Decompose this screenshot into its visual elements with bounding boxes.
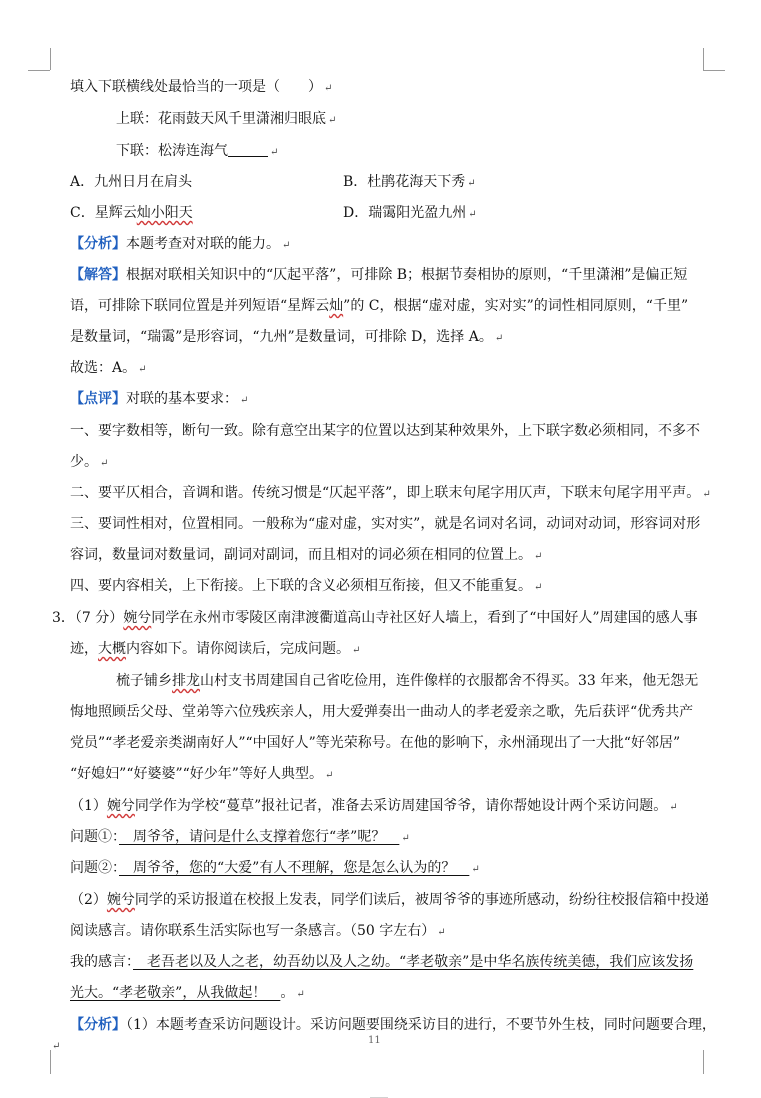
feeling-line-2: 光大。“孝老敬亲”，从我做起！ 。 ↵	[70, 985, 305, 1001]
couplet-lower: 下联：松涛连海气 ↵	[116, 143, 279, 159]
paragraph-mark-icon: ↵	[494, 333, 504, 344]
option-d: D．瑞霭阳光盈九州 ↵	[343, 205, 477, 221]
comment-label: 【点评】	[70, 391, 126, 407]
rule-1b: 少。 ↵	[70, 454, 109, 470]
paragraph-mark-icon: ↵	[270, 147, 279, 158]
story-line-3: 党员”“孝老爱亲类湖南好人”“中国好人”等光荣称号。在他的影响下，永州涌现出了一大批“好邻居”	[70, 735, 681, 751]
rule-3b: 容词，数量词对数量词，副词对副词，而且相对的词必须在相同的位置上。 ↵	[70, 547, 543, 563]
next-page-blank: ____	[370, 1088, 388, 1098]
sub-question-1: （1）婉兮同学作为学校“蔓草”报社记者，准备去采访周建国爷爷，请你帮她设计两个采访问题。 ↵	[70, 798, 678, 814]
comment-line: 【点评】对联的基本要求： ↵	[70, 391, 249, 407]
analysis-2-line: 【分析】（1）本题考查采访问题设计。采访问题要围绕采访目的进行，不要节外生枝，同时问题要合理，	[70, 1017, 716, 1033]
page-end-mark	[50, 1035, 60, 1057]
sub-question-2-line-1: （2）婉兮同学的采访报道在校报上发表，同学们读后，被周爷爷的事迹所感动，纷纷往校报信箱中投递	[70, 892, 709, 908]
paragraph-mark-icon: ↵	[138, 364, 147, 375]
answer-line-3: 是数量词，“瑞霭”是形容词，“九州”是数量词，可排除 D，选择 A。 ↵	[70, 329, 504, 345]
paragraph-mark-icon: ↵	[296, 989, 305, 1000]
paragraph-mark-icon: ↵	[437, 927, 446, 938]
page-number: 11	[368, 1035, 381, 1046]
option-a: A．九州日月在肩头	[70, 174, 193, 190]
paragraph-mark-icon: ↵	[534, 551, 543, 562]
paragraph-mark-icon: ↵	[324, 770, 334, 781]
question-3-line-2: 迹，大概内容如下。请你阅读后，完成问题。 ↵	[70, 641, 361, 657]
story-line-1: 梳子铺乡排龙山村支书周建国自己省吃俭用，连件像样的衣服都舍不得买。33 年来，他无怨无	[116, 673, 699, 689]
answer-label: 【解答】	[70, 267, 126, 283]
rule-3a: 三、要词性相对，位置相同。一般称为“虚对虚，实对实”，就是名词对名词，动词对动词，形容词对形	[70, 516, 701, 532]
answer-text: 老吾老以及人之老，幼吾幼以及人之幼。“孝老敬亲”是中华名族传统美德，我们应该发扬	[133, 954, 694, 970]
paragraph-mark-icon: ↵	[324, 83, 333, 94]
analysis-line: 【分析】本题考查对对联的能力。 ↵	[70, 236, 291, 252]
rule-4: 四、要内容相关，上下衔接。上下联的含义必须相互衔接，但又不能重复。 ↵	[70, 578, 543, 594]
feeling-line-1: 我的感言： 老吾老以及人之老，幼吾幼以及人之幼。“孝老敬亲”是中华名族传统美德，我们应该发扬	[70, 954, 694, 970]
interview-question-1: 问题①： 周爷爷，请问是什么支撑着您行“孝”呢？ ↵	[70, 829, 410, 845]
paragraph-mark-icon: ↵	[352, 645, 361, 656]
paragraph-mark-icon: ↵	[669, 802, 678, 813]
paragraph-mark-icon: ↵	[467, 178, 476, 189]
analysis-label: 【分析】	[70, 1017, 126, 1033]
rule-1a: 一、要字数相等，断句一致。除有意空出某字的位置以达到某种效果外，上下联字数必须相同，不多不	[70, 423, 700, 439]
option-c: C．星辉云灿小阳天	[70, 205, 193, 221]
answer-text: 周爷爷，请问是什么支撑着您行“孝”呢？	[119, 829, 400, 845]
choice-result: 故选：A。 ↵	[70, 360, 147, 376]
story-line-2: 悔地照顾岳父母、堂弟等六位残疾亲人，用大爱弹奏出一曲动人的孝老爱亲之歌，先后获评“优秀共产	[70, 704, 694, 720]
paragraph-mark-icon: ↵	[702, 489, 711, 500]
paragraph-mark-icon: ↵	[468, 209, 477, 220]
paragraph-mark-icon: ↵	[100, 458, 109, 469]
answer-line-1: 【解答】根据对联相关知识中的“仄起平落”，可排除 B；根据节奏相协的原则，“千里潇湘”是偏正短	[70, 267, 688, 283]
paragraph-mark-icon: ↵	[534, 582, 543, 593]
question-3-line-1: 3．（7 分）婉兮同学在永州市零陵区南津渡衢道高山寺社区好人墙上，看到了“中国好人”周建国的感人事	[52, 610, 698, 626]
paragraph-mark-icon: ↵	[240, 395, 249, 406]
analysis-label: 【分析】	[70, 236, 126, 252]
answer-text: 周爷爷，您的“大爱”有人不理解，您是怎么认为的？	[119, 860, 470, 876]
question-intro: 填入下联横线处最恰当的一项是（ ） ↵	[70, 79, 333, 95]
answer-line-2: 语，可排除下联同位置是并列短语“星辉云灿”的 C，根据“虚对虚，实对实”的词性相同原则，“千里”	[70, 298, 689, 314]
couplet-upper: 上联：花雨鼓天风千里潇湘归眼底 ↵	[116, 111, 337, 127]
answer-text: 光大。“孝老敬亲”，从我做起！	[70, 985, 281, 1001]
paragraph-mark-icon: ↵	[401, 833, 410, 844]
paragraph-mark-icon: ↵	[52, 1041, 61, 1052]
paragraph-mark-icon: ↵	[328, 115, 337, 126]
story-line-4: “好媳妇”“好婆婆”“好少年”等好人典型。 ↵	[70, 766, 334, 782]
paragraph-mark-icon: ↵	[282, 240, 291, 251]
answer-blank	[228, 142, 268, 157]
option-b: B．杜鹃花海天下秀 ↵	[343, 174, 476, 190]
sub-question-2-line-2: 阅读感言。请你联系生活实际也写一条感言。（50 字左右） ↵	[70, 923, 446, 939]
rule-2: 二、要平仄相合，音调和谐。传统习惯是“仄起平落”，即上联末句尾字用仄声，下联末句尾字用平声。 ↵	[70, 485, 711, 501]
paragraph-mark-icon: ↵	[471, 864, 480, 875]
interview-question-2: 问题②： 周爷爷，您的“大爱”有人不理解，您是怎么认为的？ ↵	[70, 860, 480, 876]
